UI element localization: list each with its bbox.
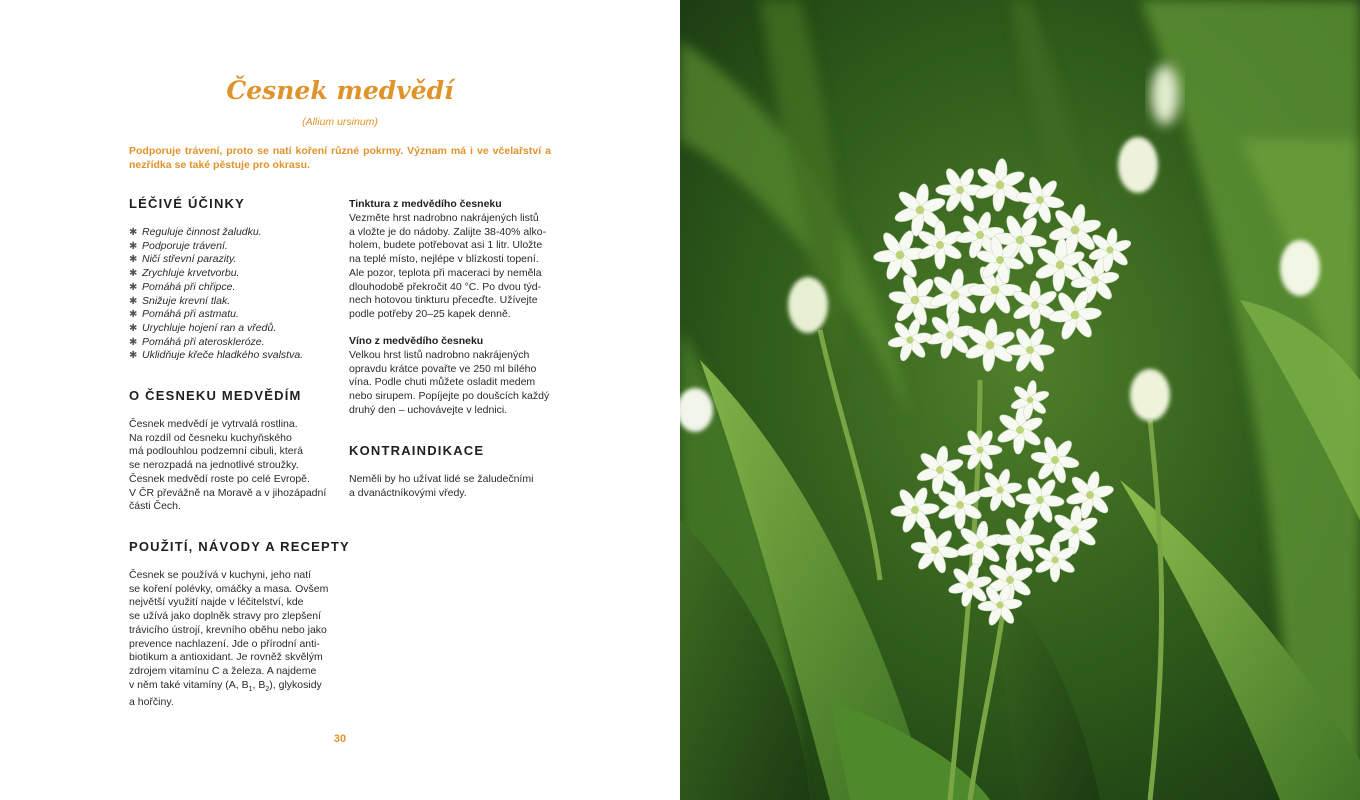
effect-item-text: Zrychluje krvetvorbu. bbox=[142, 267, 240, 280]
effect-item-text: Urychluje hojení ran a vředů. bbox=[142, 321, 277, 334]
asterisk-bullet-icon: ✱ bbox=[129, 281, 138, 293]
wild-garlic-photo bbox=[680, 0, 1360, 800]
asterisk-bullet-icon: ✱ bbox=[129, 254, 138, 266]
asterisk-bullet-icon: ✱ bbox=[129, 350, 138, 362]
effects-heading: LÉČIVÉ ÚČINKY bbox=[129, 196, 246, 211]
effect-item-text: Podporuje trávení. bbox=[142, 239, 228, 252]
asterisk-bullet-icon: ✱ bbox=[129, 227, 138, 238]
effect-item bbox=[129, 240, 329, 254]
effect-item-text: Snižuje krevní tlak. bbox=[142, 294, 231, 307]
page-number: 30 bbox=[333, 733, 347, 745]
usage-subscript-1: 1 bbox=[248, 685, 253, 693]
asterisk-bullet-icon: ✱ bbox=[129, 240, 138, 252]
effect-item-text: Pomáhá při astmatu. bbox=[142, 308, 239, 321]
effect-item bbox=[129, 308, 329, 322]
intro-text: Podporuje trávení, proto se natí koření různé pokrmy. Význam má i ve včelařství a nezřídka se také pěstuje pro okrasu. bbox=[129, 145, 551, 171]
contraindications-heading: KONTRAINDIKACE bbox=[349, 443, 485, 458]
tincture-title: Tinktura z medvědího česneku bbox=[349, 198, 502, 210]
effect-item bbox=[129, 253, 329, 267]
effect-item-text: Pomáhá při chřipce. bbox=[142, 280, 236, 293]
asterisk-bullet-icon: ✱ bbox=[129, 268, 138, 280]
effect-item bbox=[129, 267, 329, 281]
page-title: Česnek medvědí bbox=[226, 76, 454, 105]
about-text: Česnek medvědí je vytrvalá rostlina. Na rozdíl od česneku kuchyňského má podlouhlou podzemní cibuli, která se nerozpadá na jednotlivé stroužky. Česnek medvědí roste po celé Evropě. V ČR převážně na Moravě a v jihozápadní části Čech. bbox=[129, 418, 327, 513]
usage-text bbox=[129, 569, 344, 710]
effect-item bbox=[129, 281, 329, 295]
effect-item-text: Ničí střevní parazity. bbox=[142, 253, 237, 266]
usage-text-part3: ), glykosidy a hořčiny. bbox=[129, 678, 322, 709]
effect-item-text: Uklidňuje křeče hladkého svalstva. bbox=[142, 349, 304, 362]
effects-list bbox=[129, 226, 329, 363]
usage-text-part1: Česnek se používá v kuchyni, jeho natí se koření polévky, omáčky a masa. Ovšem největší využití najde v léčitelství, kde se užívá jako doplněk stravy pro zlepšení trávicího ústrojí, krevního oběhu nebo jako prevence nachlazení. Jde o přírodní anti- biotikum a antioxidant. Je rovněž skvělým zdrojem vitamínu C a železa. A najdeme v něm také vitamíny (A, B bbox=[129, 569, 329, 691]
effect-item-text: Pomáhá při ateroskleróze. bbox=[142, 335, 265, 348]
effect-item bbox=[129, 226, 329, 240]
contraindications-text: Neměli by ho užívat lidé se žaludečními a dvanáctníkovými vředy. bbox=[349, 473, 534, 499]
tincture-text: Vezměte hrst nadrobno nakrájených listů a vložte je do nádoby. Zalijte 38-40% alko- holem, budete potřebovat asi 1 litr. Uložte na teplé místo, nejlépe v blízkosti topení. Ale pozor, teplota při maceraci by neměla dlouhodobě překročit 40 °C. Po dvou týd- nech hotovou tinkturu přeceďte. Užívejte podle potřeby 20–25 kapek denně. bbox=[349, 212, 547, 320]
asterisk-bullet-icon: ✱ bbox=[129, 309, 138, 321]
wine-title: Víno z medvědího česneku bbox=[349, 335, 484, 347]
latin-name: (Allium ursinum) bbox=[302, 116, 378, 128]
usage-heading: POUŽITÍ, NÁVODY A RECEPTY bbox=[129, 539, 350, 554]
effect-item bbox=[129, 322, 329, 336]
usage-text-part2: , B bbox=[252, 678, 266, 691]
asterisk-bullet-icon: ✱ bbox=[129, 336, 138, 348]
wine-text: Velkou hrst listů nadrobno nakrájených opravdu krátce povařte ve 250 ml bílého vína. Podle chuti můžete osladit medem nebo sirupem. Popíjejte po doušcích každý druhý den – uchovávejte v lednici. bbox=[349, 349, 550, 416]
asterisk-bullet-icon: ✱ bbox=[129, 322, 138, 334]
effect-item-text: Reguluje činnost žaludku. bbox=[142, 226, 262, 238]
about-heading: O ČESNEKU MEDVĚDÍM bbox=[129, 388, 302, 403]
right-page bbox=[680, 0, 1360, 800]
effect-item bbox=[129, 295, 329, 309]
effect-item bbox=[129, 349, 329, 363]
usage-subscript-2: 2 bbox=[265, 685, 270, 693]
asterisk-bullet-icon: ✱ bbox=[129, 295, 138, 307]
effect-item bbox=[129, 336, 329, 350]
